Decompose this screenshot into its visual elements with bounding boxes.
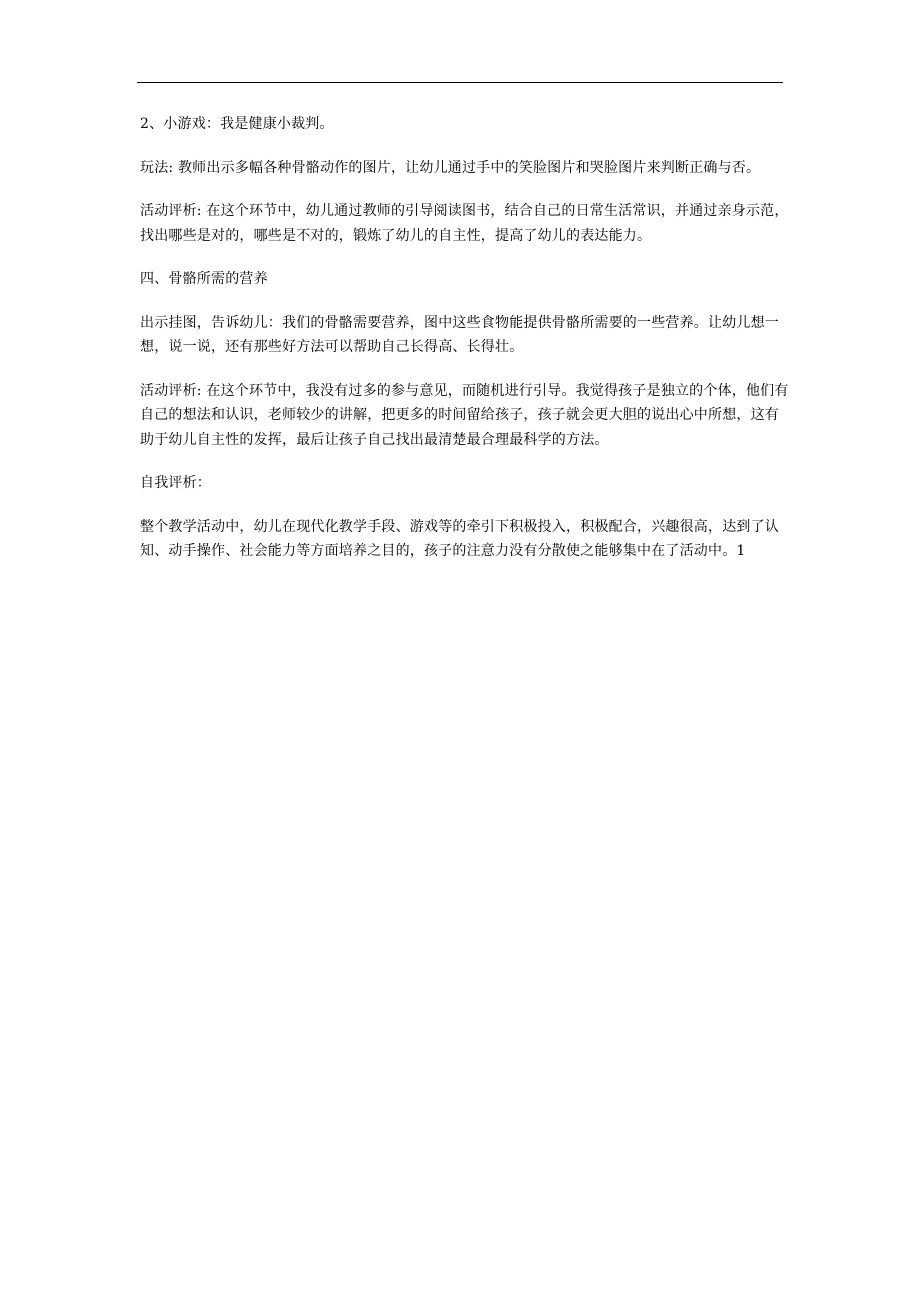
- paragraph-section-nutrition: 四、骨骼所需的营养: [140, 271, 268, 287]
- paragraph-show-chart: 出示挂图，告诉幼儿：我们的骨骼需要营养，图中这些食物能提供骨骼所需要的一些营养。让幼儿想一想，说一说，还有那些好方法可以帮助自己长得高、长得壮。: [140, 314, 779, 355]
- document-body: [140, 112, 792, 583]
- header-rule: [137, 82, 783, 83]
- paragraph-self-review-body: 整个教学活动中，幼儿在现代化教学手段、游戏等的牵引下积极投入，积极配合，兴趣很高，达到了认知、动手操作、社会能力等方面培养之目的，孩子的注意力没有分散使之能够集中在了活动中。1: [140, 518, 779, 559]
- paragraph-game-title: 2、小游戏：我是健康小裁判。: [140, 116, 334, 132]
- paragraph-activity-review-1: 活动评析: 在这个环节中，幼儿通过教师的引导阅读图书，结合自己的日常生活常识，并通过亲身示范，找出哪些是对的，哪些是不对的，锻炼了幼儿的自主性，提高了幼儿的表达能力。: [140, 203, 789, 244]
- paragraph-activity-review-2: 活动评析: 在这个环节中，我没有过多的参与意见，而随机进行引导。我觉得孩子是独立的个体，他们有自己的想法和认识，老师较少的讲解，把更多的时间留给孩子，孩子就会更大胆的说出心中所想，这有助于幼儿自主性的发挥，最后让孩子自己找出最清楚最合理最科学的方法。: [140, 382, 789, 448]
- paragraph-self-review-heading: 自我评析：: [140, 475, 211, 491]
- paragraph-game-rules: 玩法: 教师出示多幅各种骨骼动作的图片，让幼儿通过手中的笑脸图片和哭脸图片来判断正确与否。: [140, 159, 761, 176]
